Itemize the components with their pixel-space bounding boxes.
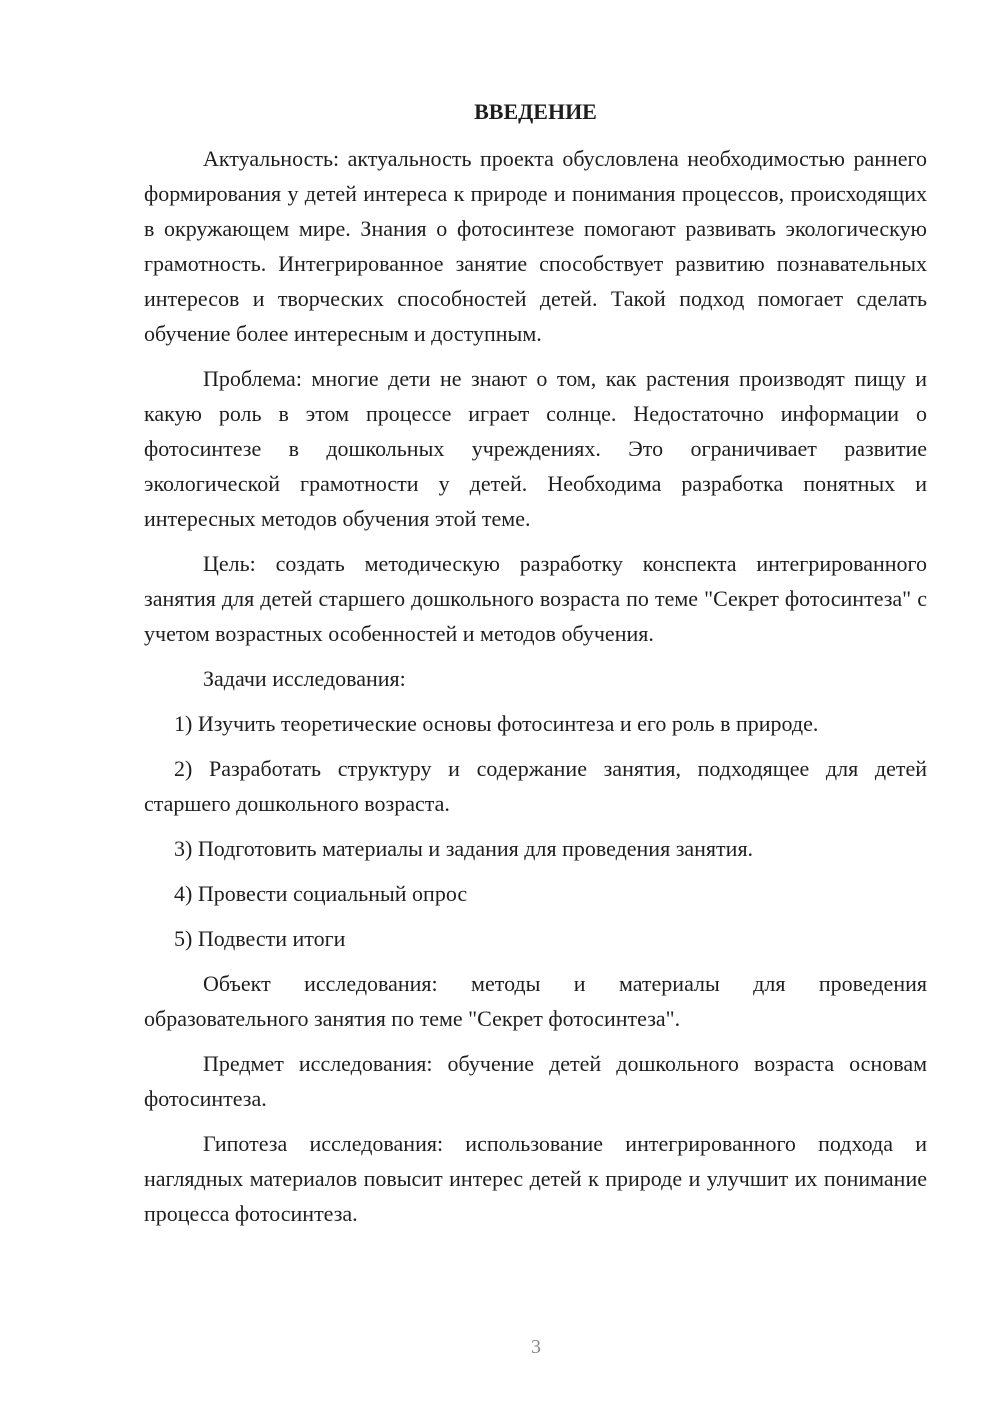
problem-paragraph: Проблема: многие дети не знают о том, как растения производят пищу и какую роль в этом процессе играет солнце. Недостаточно информации о фотосинтезе в дошкольных учреждениях. Это ограничивает развитие экологической грамотности у детей. Необходима разработка понятных и интересных методов обучения этой теме. xyxy=(144,366,927,531)
task-item-3: 3) Подготовить материалы и задания для проведения занятия. xyxy=(174,836,754,861)
hypothesis-paragraph: Гипотеза исследования: использование интегрированного подхода и наглядных материалов повысит интерес детей к природе и улучшит их понимание процесса фотосинтеза. xyxy=(144,1131,927,1226)
task-item-5: 5) Подвести итоги xyxy=(174,926,346,951)
task-item-2: 2) Разработать структуру и содержание занятия, подходящее для детей старшего дошкольного возраста. xyxy=(144,756,927,816)
object-paragraph: Объект исследования: методы и материалы для проведения образовательного занятия по теме "Секрет фотосинтеза". xyxy=(144,971,927,1031)
goal-paragraph: Цель: создать методическую разработку конспекта интегрированного занятия для детей старшего дошкольного возраста по теме "Секрет фотосинтеза" с учетом возрастных особенностей и методов обучения. xyxy=(144,551,927,646)
task-item-1: 1) Изучить теоретические основы фотосинтеза и его роль в природе. xyxy=(174,711,819,736)
task-item-4: 4) Провести социальный опрос xyxy=(174,881,468,906)
section-title: ВВЕДЕНИЕ xyxy=(474,99,597,124)
relevance-paragraph: Актуальность: актуальность проекта обусловлена необходимостью раннего формирования у детей интереса к природе и понимания процессов, происходящих в окружающем мире. Знания о фотосинтезе помогают развивать экологическую грамотность. Интегрированное занятие способствует развитию познавательных интересов и творческих способностей детей. Такой подход помогает сделать обучение более интересным и доступным. xyxy=(144,146,927,346)
page-number: 3 xyxy=(531,1336,541,1358)
tasks-heading: Задачи исследования: xyxy=(203,666,406,691)
document-page xyxy=(144,94,927,1241)
subject-paragraph: Предмет исследования: обучение детей дошкольного возраста основам фотосинтеза. xyxy=(144,1051,927,1111)
